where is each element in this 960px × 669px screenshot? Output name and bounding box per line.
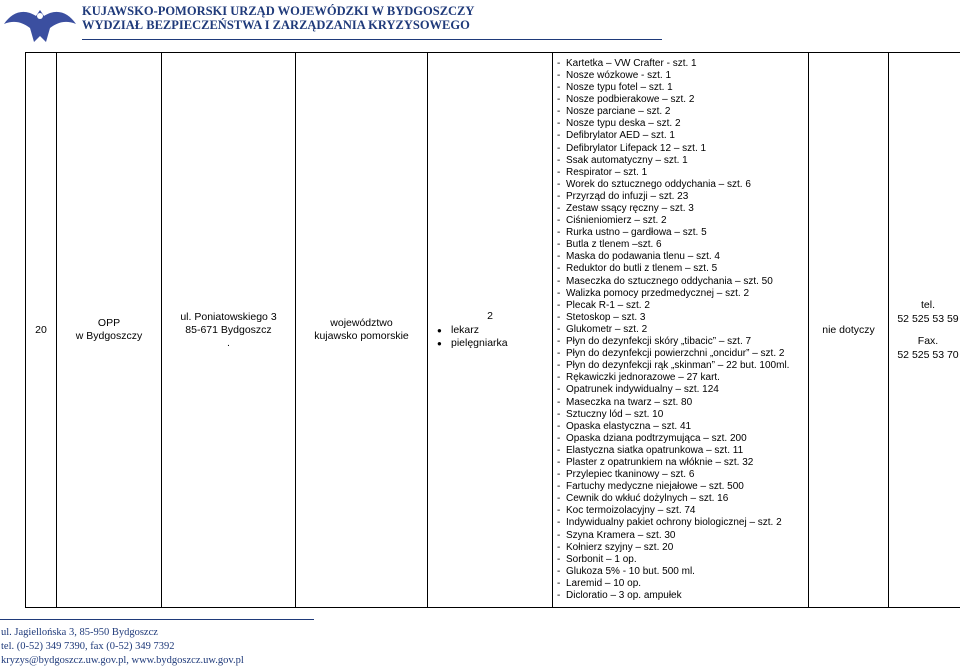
eagle-emblem-icon (2, 2, 78, 44)
equipment-item: - Przylepiec tkaninowy – szt. 6 (566, 469, 808, 481)
equipment-item: - Rękawiczki jednorazowe – 27 kart. (566, 372, 808, 384)
equipment-item: - Sorbonit – 1 op. (566, 554, 808, 566)
equipment-item: - Szyna Kramera – szt. 30 (566, 530, 808, 542)
staff-item: ● pielęgniarka (451, 337, 552, 350)
region-cell (296, 53, 428, 608)
equipment-item: - Płyn do dezynfekcji skóry „tibacic” – szt. 7 (566, 336, 808, 348)
tel-label: tel. (920, 299, 935, 311)
staff-list (428, 324, 552, 350)
equipment-item: - Nosze typu fotel – szt. 1 (566, 82, 808, 94)
equipment-item: - Laremid – 10 op. (566, 578, 808, 590)
org-line-2: WYDZIAŁ BEZPIECZEŃSTWA I ZARZĄDZANIA KRYZYSOWEGO (82, 18, 470, 32)
equipment-item: - Opatrunek indywidualny – szt. 124 (566, 384, 808, 396)
equipment-item: - Opaska dziana podtrzymująca – szt. 200 (566, 433, 808, 445)
equipment-item: - Kartetka – VW Crafter - szt. 1 (566, 58, 808, 70)
equipment-item: - Kołnierz szyjny – szt. 20 (566, 542, 808, 554)
equipment-item: - Maseczka do sztucznego oddychania – szt. 50 (566, 276, 808, 288)
equipment-item: - Butla z tlenem –szt. 6 (566, 239, 808, 251)
letterhead (0, 0, 960, 45)
equipment-item: - Nosze parciane – szt. 2 (566, 106, 808, 118)
footer (1, 626, 244, 668)
region-line-2: kujawsko pomorskie (314, 330, 409, 342)
resources-table (25, 52, 960, 608)
staff-count: 2 (487, 310, 493, 322)
equipment-cell (553, 53, 809, 608)
equipment-item: - Plaster z opatrunkiem na włóknie – szt. 32 (566, 457, 808, 469)
equipment-item: - Nosze podbierakowe – szt. 2 (566, 94, 808, 106)
equipment-item: - Glukoza 5% - 10 but. 500 ml. (566, 566, 808, 578)
equipment-item: - Reduktor do butli z tlenem – szt. 5 (566, 263, 808, 275)
equipment-item: - Indywidualny pakiet ochrony biologicznej – szt. 2 (566, 517, 808, 529)
equipment-item: - Ciśnieniomierz – szt. 2 (566, 215, 808, 227)
unit-name-line-1: OPP (97, 317, 121, 329)
equipment-item: - Maseczka na twarz – szt. 80 (566, 397, 808, 409)
address-line-3: . (227, 336, 230, 349)
address-cell (162, 53, 296, 608)
equipment-item: - Płyn do dezynfekcji rąk „skinman” – 22 but. 100ml. (566, 360, 808, 372)
equipment-item: - Worek do sztucznego oddychania – szt. 6 (566, 179, 808, 191)
equipment-item: - Fartuchy medyczne niejałowe – szt. 500 (566, 481, 808, 493)
equipment-item: - Defibrylator AED – szt. 1 (566, 130, 808, 142)
equipment-item: - Płyn do dezynfekcji powierzchni „oncidur” – szt. 2 (566, 348, 808, 360)
unit-name-line-2: w Bydgoszczy (75, 330, 143, 342)
region-line-1: województwo (330, 317, 393, 329)
header-divider (82, 39, 662, 40)
organization-name (82, 4, 474, 32)
equipment-item: - Nosze typu deska – szt. 2 (566, 118, 808, 130)
equipment-item: - Koc termoizolacyjny – szt. 74 (566, 505, 808, 517)
equipment-item: - Cewnik do wkłuć dożylnych – szt. 16 (566, 493, 808, 505)
fax-number: 52 525 53 70 (897, 349, 959, 361)
equipment-item: - Walizka pomocy przedmedycznej – szt. 2 (566, 288, 808, 300)
equipment-item: - Glukometr – szt. 2 (566, 324, 808, 336)
unit-name-cell (57, 53, 162, 608)
equipment-item: - Ssak automatyczny – szt. 1 (566, 155, 808, 167)
address-line-2: 85-671 Bydgoszcz (185, 323, 272, 336)
equipment-item: - Plecak R-1 – szt. 2 (566, 300, 808, 312)
tel-number: 52 525 53 59 (897, 313, 959, 325)
equipment-item: - Defibrylator Lifepack 12 – szt. 1 (566, 143, 808, 155)
row-number: 20 (26, 53, 57, 608)
equipment-item: - Nosze wózkowe - szt. 1 (566, 70, 808, 82)
contact-cell (889, 53, 960, 608)
equipment-item: - Opaska elastyczna – szt. 41 (566, 421, 808, 433)
equipment-item: - Zestaw ssący ręczny – szt. 3 (566, 203, 808, 215)
footer-phones: tel. (0-52) 349 7390, fax (0-52) 349 7392 (1, 641, 175, 652)
fax-label: Fax. (917, 335, 939, 347)
equipment-item: - Przyrząd do infuzji – szt. 23 (566, 191, 808, 203)
availability-cell: nie dotyczy (809, 53, 889, 608)
address-line-1: ul. Poniatowskiego 3 (180, 310, 277, 323)
footer-address: ul. Jagiellońska 3, 85-950 Bydgoszcz (1, 627, 158, 638)
equipment-list (553, 58, 808, 602)
equipment-item: - Elastyczna siatka opatrunkowa – szt. 11 (566, 445, 808, 457)
equipment-item: - Stetoskop – szt. 3 (566, 312, 808, 324)
org-line-1: KUJAWSKO-POMORSKI URZĄD WOJEWÓDZKI W BYDGOSZCZY (82, 4, 475, 18)
footer-contact: kryzys@bydgoszcz.uw.gov.pl, www.bydgoszcz.uw.gov.pl (1, 655, 244, 666)
equipment-item: - Dicloratio – 3 op. ampułek (566, 590, 808, 602)
footer-divider (0, 619, 314, 620)
equipment-item: - Sztuczny lód – szt. 10 (566, 409, 808, 421)
equipment-item: - Rurka ustno – gardłowa – szt. 5 (566, 227, 808, 239)
staff-cell (428, 53, 553, 608)
table-row (26, 53, 960, 608)
equipment-item: - Maska do podawania tlenu – szt. 4 (566, 251, 808, 263)
equipment-item: - Respirator – szt. 1 (566, 167, 808, 179)
staff-item: ● lekarz (451, 324, 552, 337)
